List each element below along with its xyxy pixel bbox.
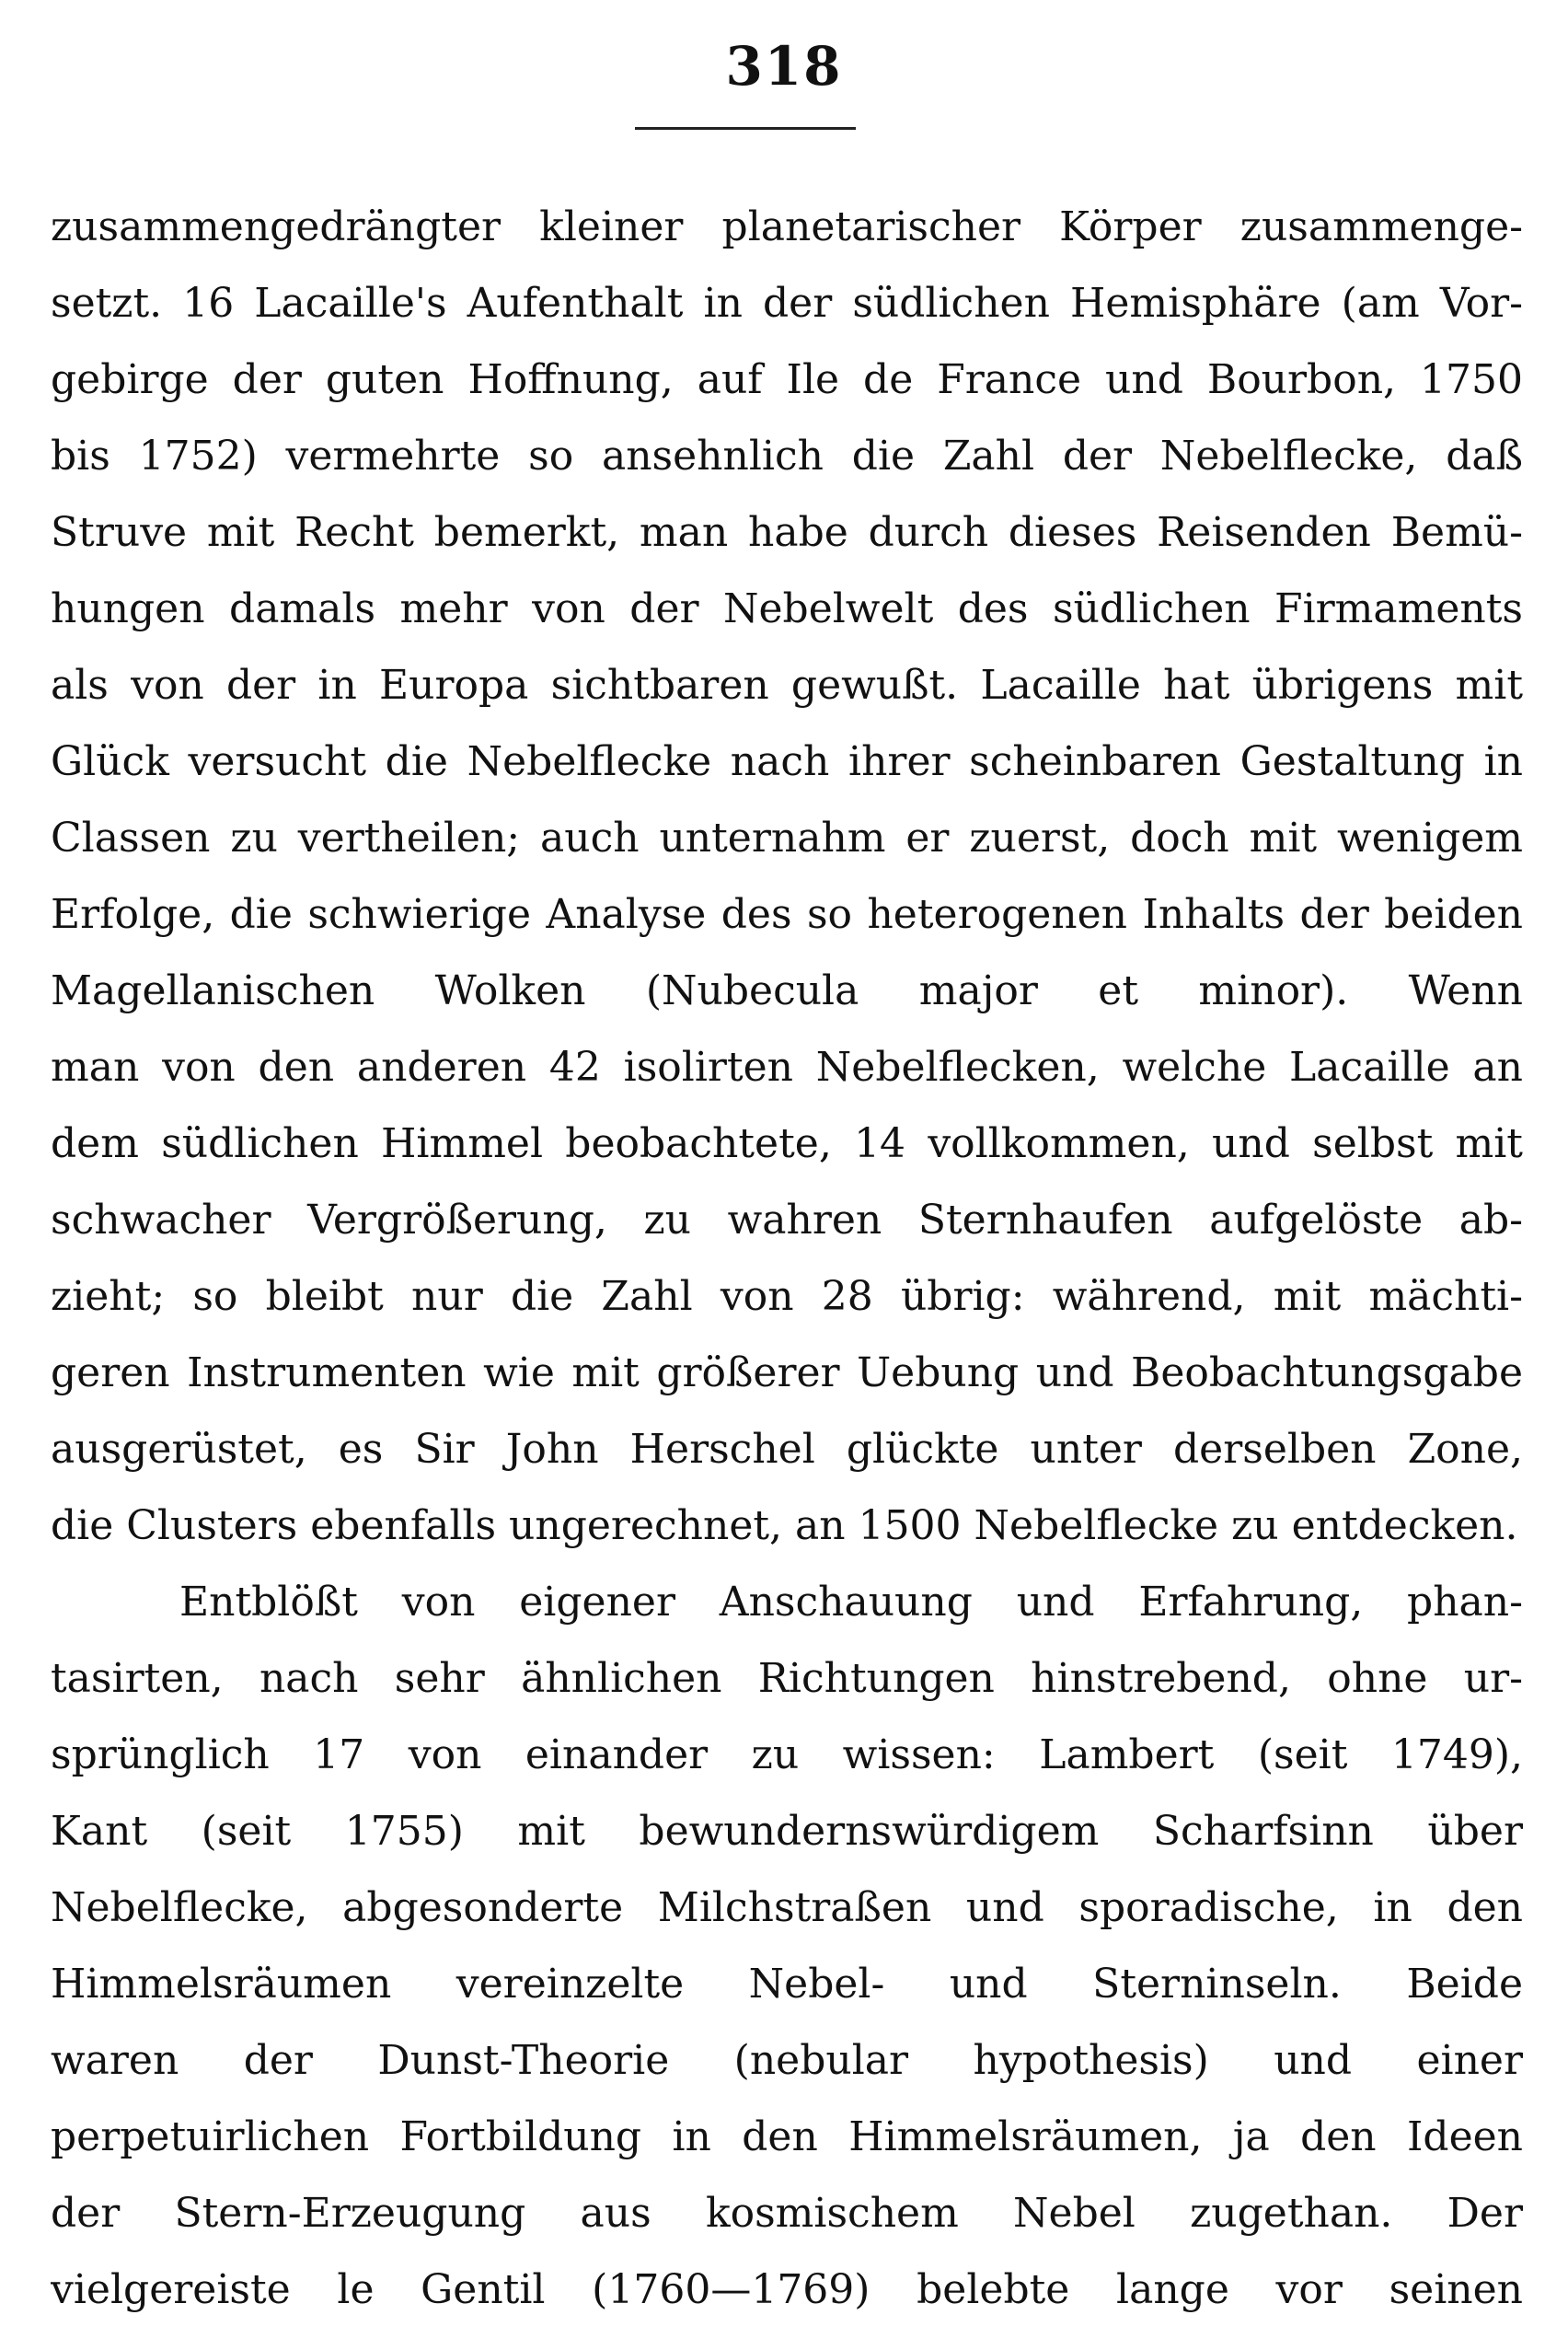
text-line: Kant (seit 1755) mit bewundernswürdigem Scharfsinn über	[51, 1808, 1523, 1855]
text-line: man von den anderen 42 isolirten Nebelflecken, welche Lacaille an	[51, 1044, 1523, 1091]
text-line: Himmelsräumen vereinzelte Nebel- und Sterninseln. Beide	[51, 1961, 1523, 2008]
text-line: perpetuirlichen Fortbildung in den Himmelsräumen, ja den Ideen	[51, 2113, 1523, 2160]
text-line: gebirge der guten Hoffnung, auf Ile de France und Bourbon, 1750	[51, 356, 1523, 403]
text-line: dem südlichen Himmel beobachtete, 14 vollkommen, und selbst mit	[51, 1120, 1523, 1167]
text-line: geren Instrumenten wie mit größerer Uebung und Beobachtungsgabe	[51, 1349, 1523, 1396]
text-line: schwacher Vergrößerung, zu wahren Sternhaufen aufgelöste ab-	[51, 1197, 1523, 1244]
text-line: als von der in Europa sichtbaren gewußt. Lacaille hat übrigens mit	[51, 662, 1523, 709]
text-line: ausgerüstet, es Sir John Herschel glückte unter derselben Zone,	[51, 1426, 1523, 1473]
text-line: Struve mit Recht bemerkt, man habe durch dieses Reisenden Bemü-	[51, 509, 1523, 556]
text-line: bis 1752) vermehrte so ansehnlich die Zahl der Nebelflecke, daß	[51, 433, 1523, 480]
text-line: tasirten, nach sehr ähnlichen Richtungen hinstrebend, ohne ur-	[51, 1655, 1523, 1702]
text-line: Magellanischen Wolken (Nubecula major et minor). Wenn	[51, 967, 1523, 1014]
body-text	[51, 189, 1523, 2328]
header-rule	[635, 127, 856, 130]
text-line: Classen zu vertheilen; auch unternahm er zuerst, doch mit wenigem	[51, 815, 1523, 862]
text-line: die Clusters ebenfalls ungerechnet, an 1500 Nebelflecke zu entdecken.	[51, 1502, 1518, 1549]
text-line: sprünglich 17 von einander zu wissen: Lambert (seit 1749),	[51, 1731, 1523, 1778]
text-line: hungen damals mehr von der Nebelwelt des südlichen Firmaments	[51, 585, 1523, 632]
text-line: Erfolge, die schwierige Analyse des so heterogenen Inhalts der beiden	[51, 891, 1523, 938]
text-line: vielgereiste le Gentil (1760—1769) belebte lange vor seinen	[51, 2266, 1523, 2313]
text-line: zusammengedrängter kleiner planetarischer Körper zusammenge-	[51, 203, 1523, 250]
page-number: 318	[725, 35, 843, 98]
text-line: waren der Dunst-Theorie (nebular hypothesis) und einer	[51, 2037, 1523, 2084]
text-line: setzt. 16 Lacaille's Aufenthalt in der südlichen Hemisphäre (am Vor-	[51, 280, 1523, 327]
text-line: der Stern-Erzeugung aus kosmischem Nebel zugethan. Der	[51, 2190, 1523, 2237]
text-line: zieht; so bleibt nur die Zahl von 28 übrig: während, mit mächti-	[51, 1273, 1523, 1320]
text-line: Entblößt von eigener Anschauung und Erfahrung, phan-	[179, 1579, 1523, 1626]
text-line: Glück versucht die Nebelflecke nach ihrer scheinbaren Gestaltung in	[51, 738, 1523, 785]
text-line: Nebelflecke, abgesonderte Milchstraßen und sporadische, in den	[51, 1884, 1523, 1931]
